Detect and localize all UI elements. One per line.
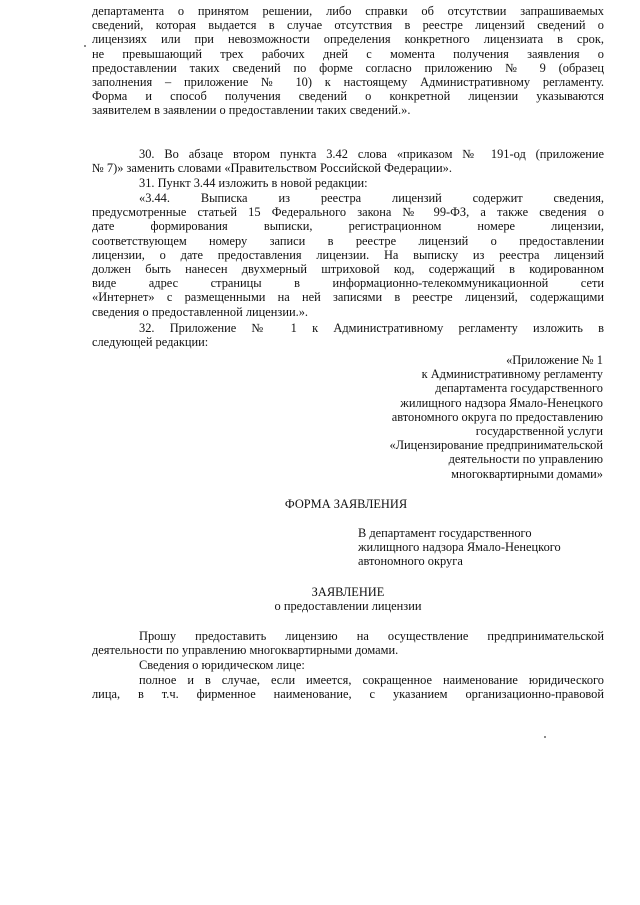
- text-line: следующей редакции:: [92, 335, 209, 350]
- paragraph-top: [92, 4, 604, 118]
- text-line: 31. Пункт 3.44 изложить в новой редакции:: [139, 176, 368, 190]
- text-line: «Лицензирование предпринимательской: [389, 438, 603, 453]
- text-line: сведений, которая выдается в случае отсутствия в реестре лицензий сведений о: [92, 18, 604, 33]
- appendix-header: [300, 353, 603, 481]
- text-line: «Интернет» с размещенными на ней записями в реестре лицензий, содержащими: [92, 290, 604, 305]
- text-line: соответствующем номеру записи в реестре лицензий о предоставлении: [92, 233, 604, 248]
- request-paragraph: [92, 629, 604, 657]
- item-30: [92, 147, 604, 175]
- text-line: лицензиях или при невозможности определения конкретного лицензиата в срок,: [92, 32, 604, 47]
- text-line: «Приложение № 1: [506, 353, 603, 367]
- text-line: деятельности по управлению многоквартирными домами.: [92, 643, 399, 658]
- text-line: «3.44. Выписка из реестра лицензий содержит сведения,: [139, 191, 604, 205]
- form-title: ФОРМА ЗАЯВЛЕНИЯ: [284, 497, 408, 511]
- text-line: должен быть нанесен двухмерный штриховой код, содержащий в кодированном: [92, 262, 604, 277]
- text-line: лицензии, о дате предоставления лицензии. На выписку из реестра лицензий: [92, 247, 604, 262]
- text-line: Прошу предоставить лицензию на осуществление предпринимательской: [139, 629, 604, 643]
- text-line: дате формирования выписки, регистрационном номере лицензии,: [92, 219, 604, 234]
- text-line: жилищного надзора Ямало-Ненецкого: [400, 395, 603, 410]
- text-line: Сведения о юридическом лице:: [139, 658, 305, 672]
- text-line: государственной услуги: [475, 424, 603, 439]
- text-line: предусмотренные статьей 15 Федерального закона № 99-ФЗ, а также сведения о: [92, 205, 604, 220]
- text-line: виде адрес страницы в информационно-телекоммуникационной сети: [92, 276, 604, 291]
- text-line: жилищного надзора Ямало-Ненецкого: [358, 540, 561, 555]
- text-line: к Административному регламенту: [421, 367, 603, 382]
- full-name-note: [92, 673, 604, 701]
- text-line: 30. Во абзаце втором пункта 3.42 слова «приказом № 191-од (приложение: [139, 147, 604, 161]
- text-line: Форма и способ получения сведений о конкретной лицензии указываются: [92, 89, 604, 104]
- text-line: деятельности по управлению: [448, 452, 603, 467]
- addressee: [358, 526, 608, 569]
- text-line: многоквартирными домами»: [451, 466, 603, 481]
- text-line: департамента о принятом решении, либо справки об отсутствии запрашиваемых: [92, 4, 604, 18]
- text-line: сведения о предоставленной лицензии.».: [92, 304, 308, 319]
- text-line: заполнения – приложение № 10) к настоящему Административному регламенту.: [92, 75, 604, 90]
- text-line: 32. Приложение № 1 к Административному регламенту изложить в: [139, 321, 604, 335]
- item-3-44: [92, 191, 604, 319]
- text-line: не превышающий трех рабочих дней с момента получения заявления о: [92, 46, 604, 61]
- text-line: В департамент государственного: [358, 526, 532, 540]
- scan-speck: [544, 736, 546, 738]
- text-line: № 7)» заменить словами «Правительством Российской Федерации».: [92, 161, 452, 176]
- text-line: автономного округа по предоставлению: [391, 409, 603, 424]
- legal-info-label: [92, 658, 604, 672]
- text-line: заявителем в заявлении о предоставлении таких сведений.».: [92, 103, 411, 118]
- text-line: департамента государственного: [435, 381, 603, 396]
- item-31: [92, 176, 604, 190]
- text-line: лица, в т.ч. фирменное наименование, с указанием организационно-правовой: [92, 687, 604, 702]
- item-32: [92, 321, 604, 349]
- statement-subtitle: о предоставлении лицензии: [274, 599, 422, 613]
- text-line: полное и в случае, если имеется, сокращенное наименование юридического: [139, 673, 604, 687]
- text-line: предоставлении таких сведений по форме согласно приложению № 9 (образец: [92, 60, 604, 75]
- statement-title: ЗАЯВЛЕНИЕ: [311, 585, 385, 599]
- scan-speck: [84, 45, 86, 47]
- text-line: автономного округа: [358, 554, 463, 569]
